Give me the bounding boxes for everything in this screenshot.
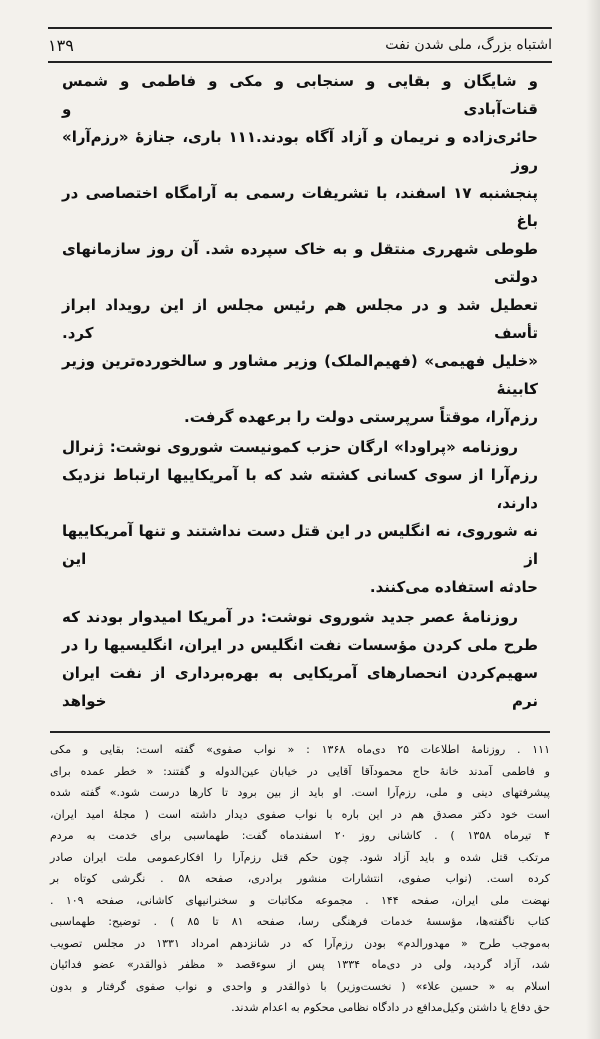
body-line: و شایگان و بقایی و سنجابی و مکی و فاطمی و شمس قنات‌آبادی و (62, 72, 538, 118)
footnote-line: کرده است. (نواب صفوی، انتشارات منشور برادری، صفحه ۵۸ . نگرشی کوتاه بر (50, 872, 550, 885)
footnote-rule (50, 731, 550, 733)
footnote-line: و فاطمی آمدند خانهٔ حاج محمودآقا آقایی در خیابان عین‌الدوله و گفتند: « خطر عمده برای (50, 764, 550, 778)
body-line: تعطیل شد و در مجلس هم رئیس مجلس از این رویداد ابراز تأسف کرد. (62, 296, 538, 342)
footnote-line: کتاب ناگفته‌ها، مؤسسهٔ خدمات فرهنگی رسا، صفحه ۸۱ تا ۸۵ ) . توضیح: طهماسبی (50, 915, 551, 928)
body-line: روزنامهٔ عصر جدید شوروی نوشت: در آمریکا امیدوار بودند که (62, 608, 518, 626)
footnote-line: مرتکب قتل شده و باید آزاد شود. چون حکم قتل رزم‌آرا را افکارعمومی ملت ایران صادر (50, 850, 550, 864)
body-line: حادثه استفاده می‌کنند. (369, 578, 538, 596)
footnote-line: است خود دکتر مصدق هم در این باره با نواب صفوی دیدار داشته است ( مجلهٔ امید ایران، (50, 807, 550, 821)
footnote-line: ۴ تیرماه ۱۳۵۸ ) . کاشانی روز ۲۰ اسفندماه گفت: طهماسبی برای خدمت به مردم (50, 829, 551, 842)
page-edge-shadow (586, 0, 600, 1039)
body-line: نه شوروی، نه انگلیس در این قتل دست نداشتند و تنها آمریکاییها از این (62, 522, 538, 568)
footnote-line: شد، آزاد گردید، ولی در دی‌ماه ۱۳۳۴ پس از سوءقصد « مظفر ذوالقدر» عضو فدائیان (50, 958, 551, 971)
body-line: پنجشنبه ۱۷ اسفند، با تشریفات رسمی به آرامگاه اختصاصی در باغ (62, 184, 538, 230)
body-line: سهیم‌کردن انحصارهای آمریکایی به بهره‌برداری از نفت ایران نرم خواهد (62, 664, 538, 710)
body-line: رزم‌آرا، موقتاً سرپرستی دولت را برعهده گرفت. (184, 408, 538, 426)
footnote-line: به‌موجب طرح « مهدورالدم» بودن رزم‌آرا که در شانزدهم امرداد ۱۳۳۱ در مجلس تصویب (50, 936, 550, 950)
body-line: طوطی شهرری منتقل و به خاک سپرده شد. آن روز سازمانهای دولتی (62, 240, 538, 286)
footnotes (50, 739, 550, 1019)
body-line: «خلیل فهیمی» (فهیم‌الملک) وزیر مشاور و سالخورده‌ترین وزیر کابینهٔ (62, 352, 538, 398)
footnote-line: نهضت ملی ایران، صفحه ۱۴۴ . مجموعه مکاتبات و سخنرانیهای کاشانی، صفحه ۱۰۹ . (50, 893, 551, 907)
body-line: حائری‌زاده و نریمان و آزاد آگاه بودند.۱۱۱ باری، جنازهٔ «رزم‌آرا» روز (62, 128, 538, 174)
body-line: طرح ملی کردن مؤسسات نفت انگلیس در ایران، انگلیسیها را در (62, 636, 538, 654)
footnote-line: اسلام به « حسین علاء» ( نخست‌وزیر) با ذوالقدر و واحدی و نواب صفوی گرفتار و بدون (50, 979, 550, 993)
body-text (62, 67, 538, 715)
body-line: روزنامه «پراودا» ارگان حزب کمونیست شوروی نوشت: ژنرال (62, 438, 518, 456)
footnote-line: ۱۱۱ . روزنامهٔ اطلاعات ۲۵ دی‌ماه ۱۳۶۸ : « نواب صفوی» گفته است: بقایی و مکی (50, 743, 550, 756)
page-header (48, 29, 552, 61)
footnote-line: پیشرفتهای دینی و ملی، رزم‌آرا است. او باید از بین برود تا کارها درست شود.» گفته شده (50, 786, 550, 799)
body-line: رزم‌آرا از سوی کسانی کشته شد که با آمریکاییها ارتباط نزدیک دارند، (62, 466, 538, 512)
page-number: ۱۳۹ (48, 35, 74, 55)
footnote-line: حق دفاع یا داشتن وکیل‌مدافع در دادگاه نظامی محکوم به اعدام شدند. (231, 1001, 550, 1014)
running-title: اشتباه بزرگ، ملی شدن نفت (385, 37, 552, 53)
header-rule (48, 61, 552, 63)
